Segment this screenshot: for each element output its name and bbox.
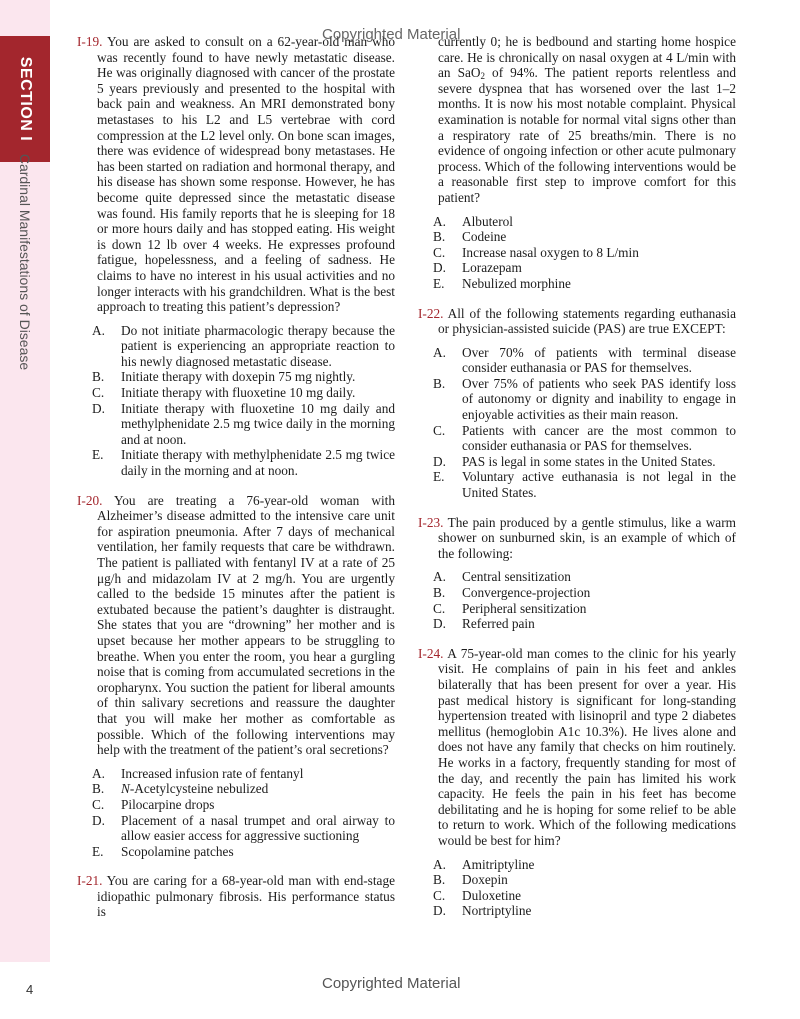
option-letter: C. xyxy=(92,385,105,401)
option-letter: E. xyxy=(92,447,104,463)
option-letter: A. xyxy=(433,856,446,872)
option-text: Do not initiate pharmacologic therapy because the patient is experiencing an appropriate reaction to his newly diagnosed metastatic disease. xyxy=(121,322,395,369)
question-number: I-19. xyxy=(77,34,103,49)
option-text: Central sensitization xyxy=(462,569,571,585)
answer-option[interactable] xyxy=(418,903,736,919)
answer-option[interactable] xyxy=(418,569,736,585)
question-text: of 94%. The patient reports relentless and severe dyspnea that has worsened over the last 1–2 months. It is now his most notable complaint. Physical examination is notable for normal vital signs other than a respiratory rate of 25 breaths/min. There is no evidence of ongoing infection or other acute pulmonary process. Which of the following interventions would be a reasonable first step to improve comfort for this patient? xyxy=(438,65,736,205)
answer-option[interactable] xyxy=(418,245,736,261)
option-text: Initiate therapy with doxepin 75 mg nightly. xyxy=(121,369,356,385)
option-text: Nortriptyline xyxy=(462,903,532,919)
option-text: Increased infusion rate of fentanyl xyxy=(121,765,304,781)
option-text: Amitriptyline xyxy=(462,856,535,872)
question-text: The pain produced by a gentle stimulus, like a warm shower on sunburned skin, is an example of which of the following: xyxy=(438,514,736,561)
option-letter: C. xyxy=(433,244,446,260)
option-text: Duloxetine xyxy=(462,887,522,903)
option-letter: D. xyxy=(433,260,446,276)
answer-option[interactable] xyxy=(418,585,736,601)
option-text: Peripheral sensitization xyxy=(462,600,587,616)
option-letter: C. xyxy=(433,600,446,616)
option-letter: B. xyxy=(433,585,446,600)
option-text: PAS is legal in some states in the United States. xyxy=(462,453,716,469)
question-text: currently 0; he is bedbound and starting home hospice care. He is chronically on nasal oxygen at 4 L/min with an SaO xyxy=(438,34,736,81)
question-text: You are treating a 76-year-old woman with Alzheimer’s disease admitted to the intensive care unit for aspiration pneumonia. After 7 days of mechanical ventilation, her family requests that care be withdrawn. The patient is palliated with fentanyl IV at a rate of 25 μg/h and midazolam IV at 2 mg/h. You are urgently called to the bedside 15 minutes after the patient is extubated because the patient’s daughter is distraught. She states that you are “drowning” her mother and is upset because her mother appears to be struggling to breathe. When you enter the room, you hear a gurgling noise that is coming from accumulated secretions in the oropharynx. You suction the patient for liberal amounts of thin salivary secretions and reassure the daughter that you will make her mother as comfortable as possible. Which of the following interventions may help with the treatment of the patient’s oral secretions? xyxy=(97,492,395,758)
option-text: Convergence-projection xyxy=(462,585,591,600)
answer-option[interactable] xyxy=(418,376,736,423)
option-letter: A. xyxy=(433,569,446,585)
question-i-20 xyxy=(77,493,395,860)
option-text-italic: N xyxy=(121,781,130,797)
question-text: You are caring for a 68-year-old man with end-stage idiopathic pulmonary fibrosis. His performance status is xyxy=(97,873,395,920)
option-text: Doxepin xyxy=(462,872,508,888)
answer-option[interactable] xyxy=(418,345,736,376)
option-text: Initiate therapy with fluoxetine 10 mg daily. xyxy=(121,385,356,401)
question-text: A 75-year-old man comes to the clinic for his yearly visit. He complains of pain in his feet and ankles bilaterally that has been present for over a year. His past medical history is significant for long-standing hypertension treated with lisinopril and type 2 diabetes mellitus (hemoglobin A1c 10.3%). He lives alone and does not have any family that checks on him routinely. He works in a factory, frequently standing for most of the day, and recently the pain has limited his work capacity. He feels the pain in his feet has become debilitating and he is hoping for some relief to be able to return to work. Which of the following medications would be best for him? xyxy=(438,645,736,848)
answer-option[interactable] xyxy=(77,385,395,401)
question-text: You are asked to consult on a 62-year-old man who was recently found to have newly metastatic disease. He was originally diagnosed with cancer of the prostate 5 years previously and presented to the hospital with back pain and weakness. An MRI demonstrated bony metastases to his L2 and L5 vertebrae with cord compression at the L2 level only. On bone scan images, there was evidence of widespread bony metastases. He has been started on radiation and hormonal therapy, and his disease has shown some response. However, he has become quite depressed since the metastatic disease was found. His family reports that he is sleeping for 18 or more hours daily and has stopped eating. His weight is down 12 lb over 4 weeks. He expresses profound fatigue, hopelessness, and a feeling of sadness. He claims to have no interest in his usual activities and no longer interacts with his grandchildren. What is the best approach to treating this patient’s depression? xyxy=(97,34,395,315)
answer-option[interactable] xyxy=(418,872,736,888)
option-letter: C. xyxy=(433,422,446,438)
option-letter: E. xyxy=(92,843,104,859)
option-letter: E. xyxy=(433,275,445,291)
question-i-21-continued xyxy=(418,34,736,292)
option-letter: D. xyxy=(433,453,446,469)
answer-option[interactable] xyxy=(418,616,736,632)
question-i-21-start xyxy=(77,873,395,920)
option-letter: B. xyxy=(433,375,446,391)
answer-option[interactable] xyxy=(418,214,736,230)
question-stem xyxy=(418,646,736,849)
answer-option[interactable] xyxy=(418,454,736,470)
answer-option[interactable] xyxy=(418,276,736,292)
option-text: Over 75% of patients who seek PAS identify loss of autonomy or dignity and inability to engage in enjoyable activities as their main reason. xyxy=(462,375,736,423)
answer-option[interactable] xyxy=(77,781,395,797)
option-letter: C. xyxy=(92,796,105,812)
answer-option[interactable] xyxy=(77,323,395,370)
answer-options xyxy=(418,214,736,292)
option-letter: D. xyxy=(92,400,105,416)
subscript: 2 xyxy=(480,71,485,82)
answer-options xyxy=(418,345,736,501)
option-letter: B. xyxy=(433,229,446,245)
question-stem xyxy=(418,515,736,562)
option-text: Referred pain xyxy=(462,616,535,632)
option-letter: B. xyxy=(92,369,105,385)
question-i-22 xyxy=(418,306,736,501)
answer-option[interactable] xyxy=(418,888,736,904)
answer-option[interactable] xyxy=(77,766,395,782)
option-letter: D. xyxy=(92,812,105,828)
option-letter: B. xyxy=(92,781,105,797)
answer-options xyxy=(418,569,736,631)
option-letter: D. xyxy=(433,903,446,919)
answer-option[interactable] xyxy=(77,369,395,385)
copyright-watermark-bottom: Copyrighted Material xyxy=(322,975,461,992)
question-number: I-22. xyxy=(418,305,444,321)
option-text: Initiate therapy with methylphenidate 2.5 mg twice daily in the morning and at noon. xyxy=(121,447,395,479)
page-number: 4 xyxy=(26,982,34,997)
answer-option[interactable] xyxy=(418,469,736,500)
option-letter: A. xyxy=(92,765,105,781)
option-text: Initiate therapy with fluoxetine 10 mg daily and methylphenidate 2.5 mg twice daily in the morning and at noon. xyxy=(121,400,395,447)
question-stem xyxy=(77,34,395,315)
question-stem-continued xyxy=(418,34,736,206)
answer-options xyxy=(418,857,736,919)
question-number: I-20. xyxy=(77,492,103,508)
answer-option[interactable] xyxy=(77,797,395,813)
option-text: Over 70% of patients with terminal disease consider euthanasia or PAS for themselves. xyxy=(462,344,736,376)
option-letter: A. xyxy=(92,322,105,338)
question-stem xyxy=(77,493,395,758)
option-text: Voluntary active euthanasia is not legal in the United States. xyxy=(462,469,736,501)
answer-option[interactable] xyxy=(77,813,395,844)
option-letter: E. xyxy=(433,469,445,485)
answer-option[interactable] xyxy=(77,844,395,860)
answer-options xyxy=(77,766,395,860)
option-text: Nebulized morphine xyxy=(462,275,571,291)
option-text: Patients with cancer are the most common to consider euthanasia or PAS for themselves. xyxy=(462,422,736,454)
question-number: I-23. xyxy=(418,514,444,530)
option-text: Scopolamine patches xyxy=(121,843,234,859)
option-text: Codeine xyxy=(462,229,507,245)
option-letter: C. xyxy=(433,887,446,903)
question-i-24 xyxy=(418,646,736,919)
answer-option[interactable] xyxy=(418,423,736,454)
question-i-19 xyxy=(77,34,395,479)
answer-option[interactable] xyxy=(418,229,736,245)
chapter-label: Cardinal Manifestations of Disease xyxy=(17,153,33,371)
question-stem xyxy=(77,873,395,920)
answer-option[interactable] xyxy=(77,447,395,478)
option-letter: B. xyxy=(433,872,446,888)
answer-option[interactable] xyxy=(418,857,736,873)
option-letter: D. xyxy=(433,616,446,632)
question-i-23 xyxy=(418,515,736,632)
answer-options xyxy=(77,323,395,479)
section-label: SECTION I xyxy=(17,56,34,142)
left-column xyxy=(77,34,395,930)
question-stem xyxy=(418,306,736,337)
option-letter: A. xyxy=(433,213,446,229)
option-text: Albuterol xyxy=(462,213,513,229)
option-text: Increase nasal oxygen to 8 L/min xyxy=(462,244,639,260)
answer-option[interactable] xyxy=(418,260,736,276)
question-number: I-24. xyxy=(418,645,444,661)
right-column xyxy=(418,34,736,929)
answer-option[interactable] xyxy=(418,601,736,617)
option-text: Placement of a nasal trumpet and oral airway to allow easier access for aggressive suctioning xyxy=(121,812,395,844)
option-letter: A. xyxy=(433,344,446,360)
question-text: All of the following statements regarding euthanasia or physician-assisted suicide (PAS) are true EXCEPT: xyxy=(438,305,736,337)
option-text: -Acetylcysteine nebulized xyxy=(129,781,269,797)
option-text: Lorazepam xyxy=(462,260,522,276)
answer-option[interactable] xyxy=(77,401,395,448)
copyright-watermark-top: Copyrighted Material xyxy=(322,26,461,43)
question-number: I-21. xyxy=(77,873,103,889)
option-text: Pilocarpine drops xyxy=(121,796,215,812)
